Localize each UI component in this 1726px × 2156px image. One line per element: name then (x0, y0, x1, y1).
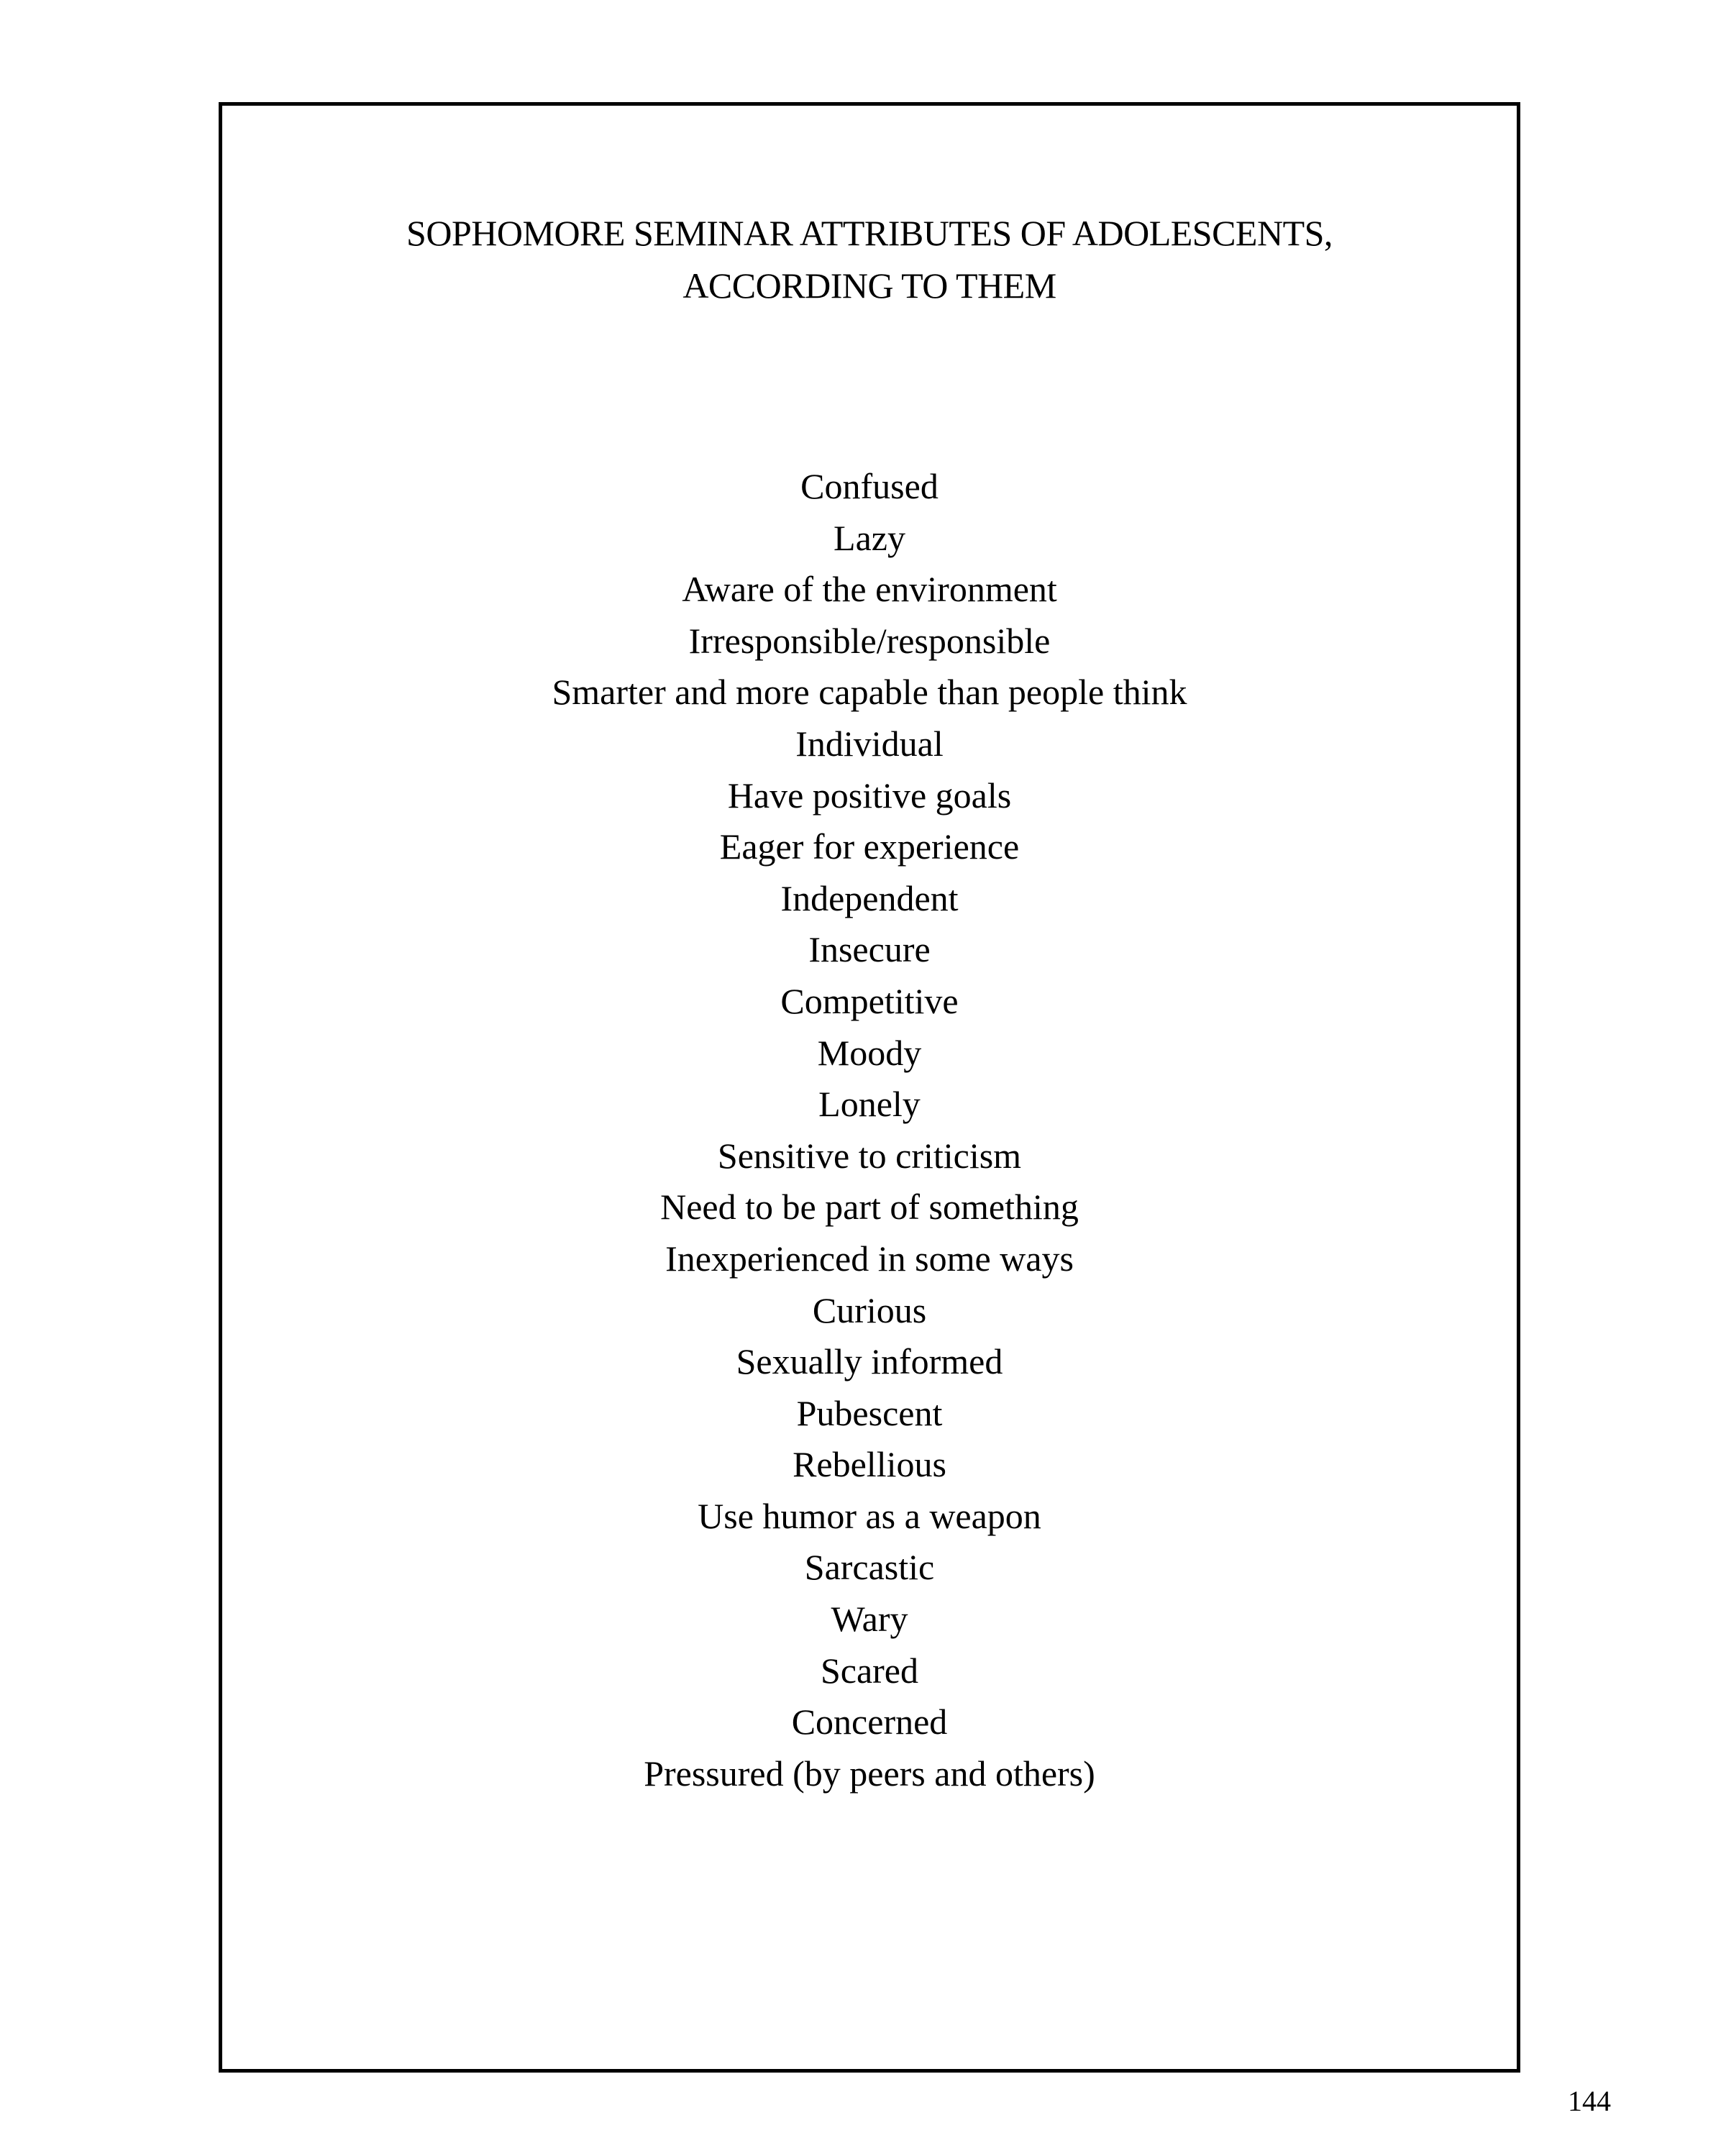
list-item: Sensitive to criticism (717, 1135, 1022, 1176)
list-item: Have positive goals (727, 775, 1012, 816)
list-item: Use humor as a weapon (698, 1495, 1041, 1536)
list-item: Pubescent (796, 1392, 943, 1433)
list-item: Smarter and more capable than people think (552, 672, 1187, 713)
list-item: Rebellious (793, 1444, 946, 1485)
list-item: Confused (800, 466, 939, 506)
list-item: Pressured (by peers and others) (644, 1753, 1095, 1794)
page-number: 144 (1568, 2085, 1611, 2117)
list-item: Eager for experience (719, 826, 1020, 867)
list-item: Concerned (791, 1701, 948, 1742)
attribute-list (222, 461, 1517, 1799)
list-item: Wary (831, 1599, 908, 1640)
page-border-frame (219, 102, 1520, 2073)
list-item: Scared (820, 1650, 919, 1691)
list-item: Aware of the environment (682, 569, 1057, 610)
list-item: Irresponsible/responsible (688, 620, 1051, 661)
page-title (222, 207, 1517, 312)
title-line-1: SOPHOMORE SEMINAR ATTRIBUTES OF ADOLESCENTS, (406, 213, 1333, 253)
list-item: Inexperienced in some ways (665, 1238, 1074, 1279)
list-item: Competitive (780, 980, 959, 1021)
list-item: Curious (812, 1289, 927, 1330)
list-item: Sexually informed (736, 1341, 1003, 1382)
list-item: Need to be part of something (660, 1187, 1079, 1228)
list-item: Independent (780, 877, 959, 918)
list-item: Lazy (834, 517, 905, 558)
list-item: Individual (795, 723, 944, 764)
list-item: Sarcastic (804, 1547, 935, 1588)
list-item: Moody (817, 1032, 922, 1073)
list-item: Lonely (818, 1084, 921, 1125)
title-line-2: ACCORDING TO THEM (682, 265, 1056, 306)
list-item: Insecure (808, 929, 931, 970)
